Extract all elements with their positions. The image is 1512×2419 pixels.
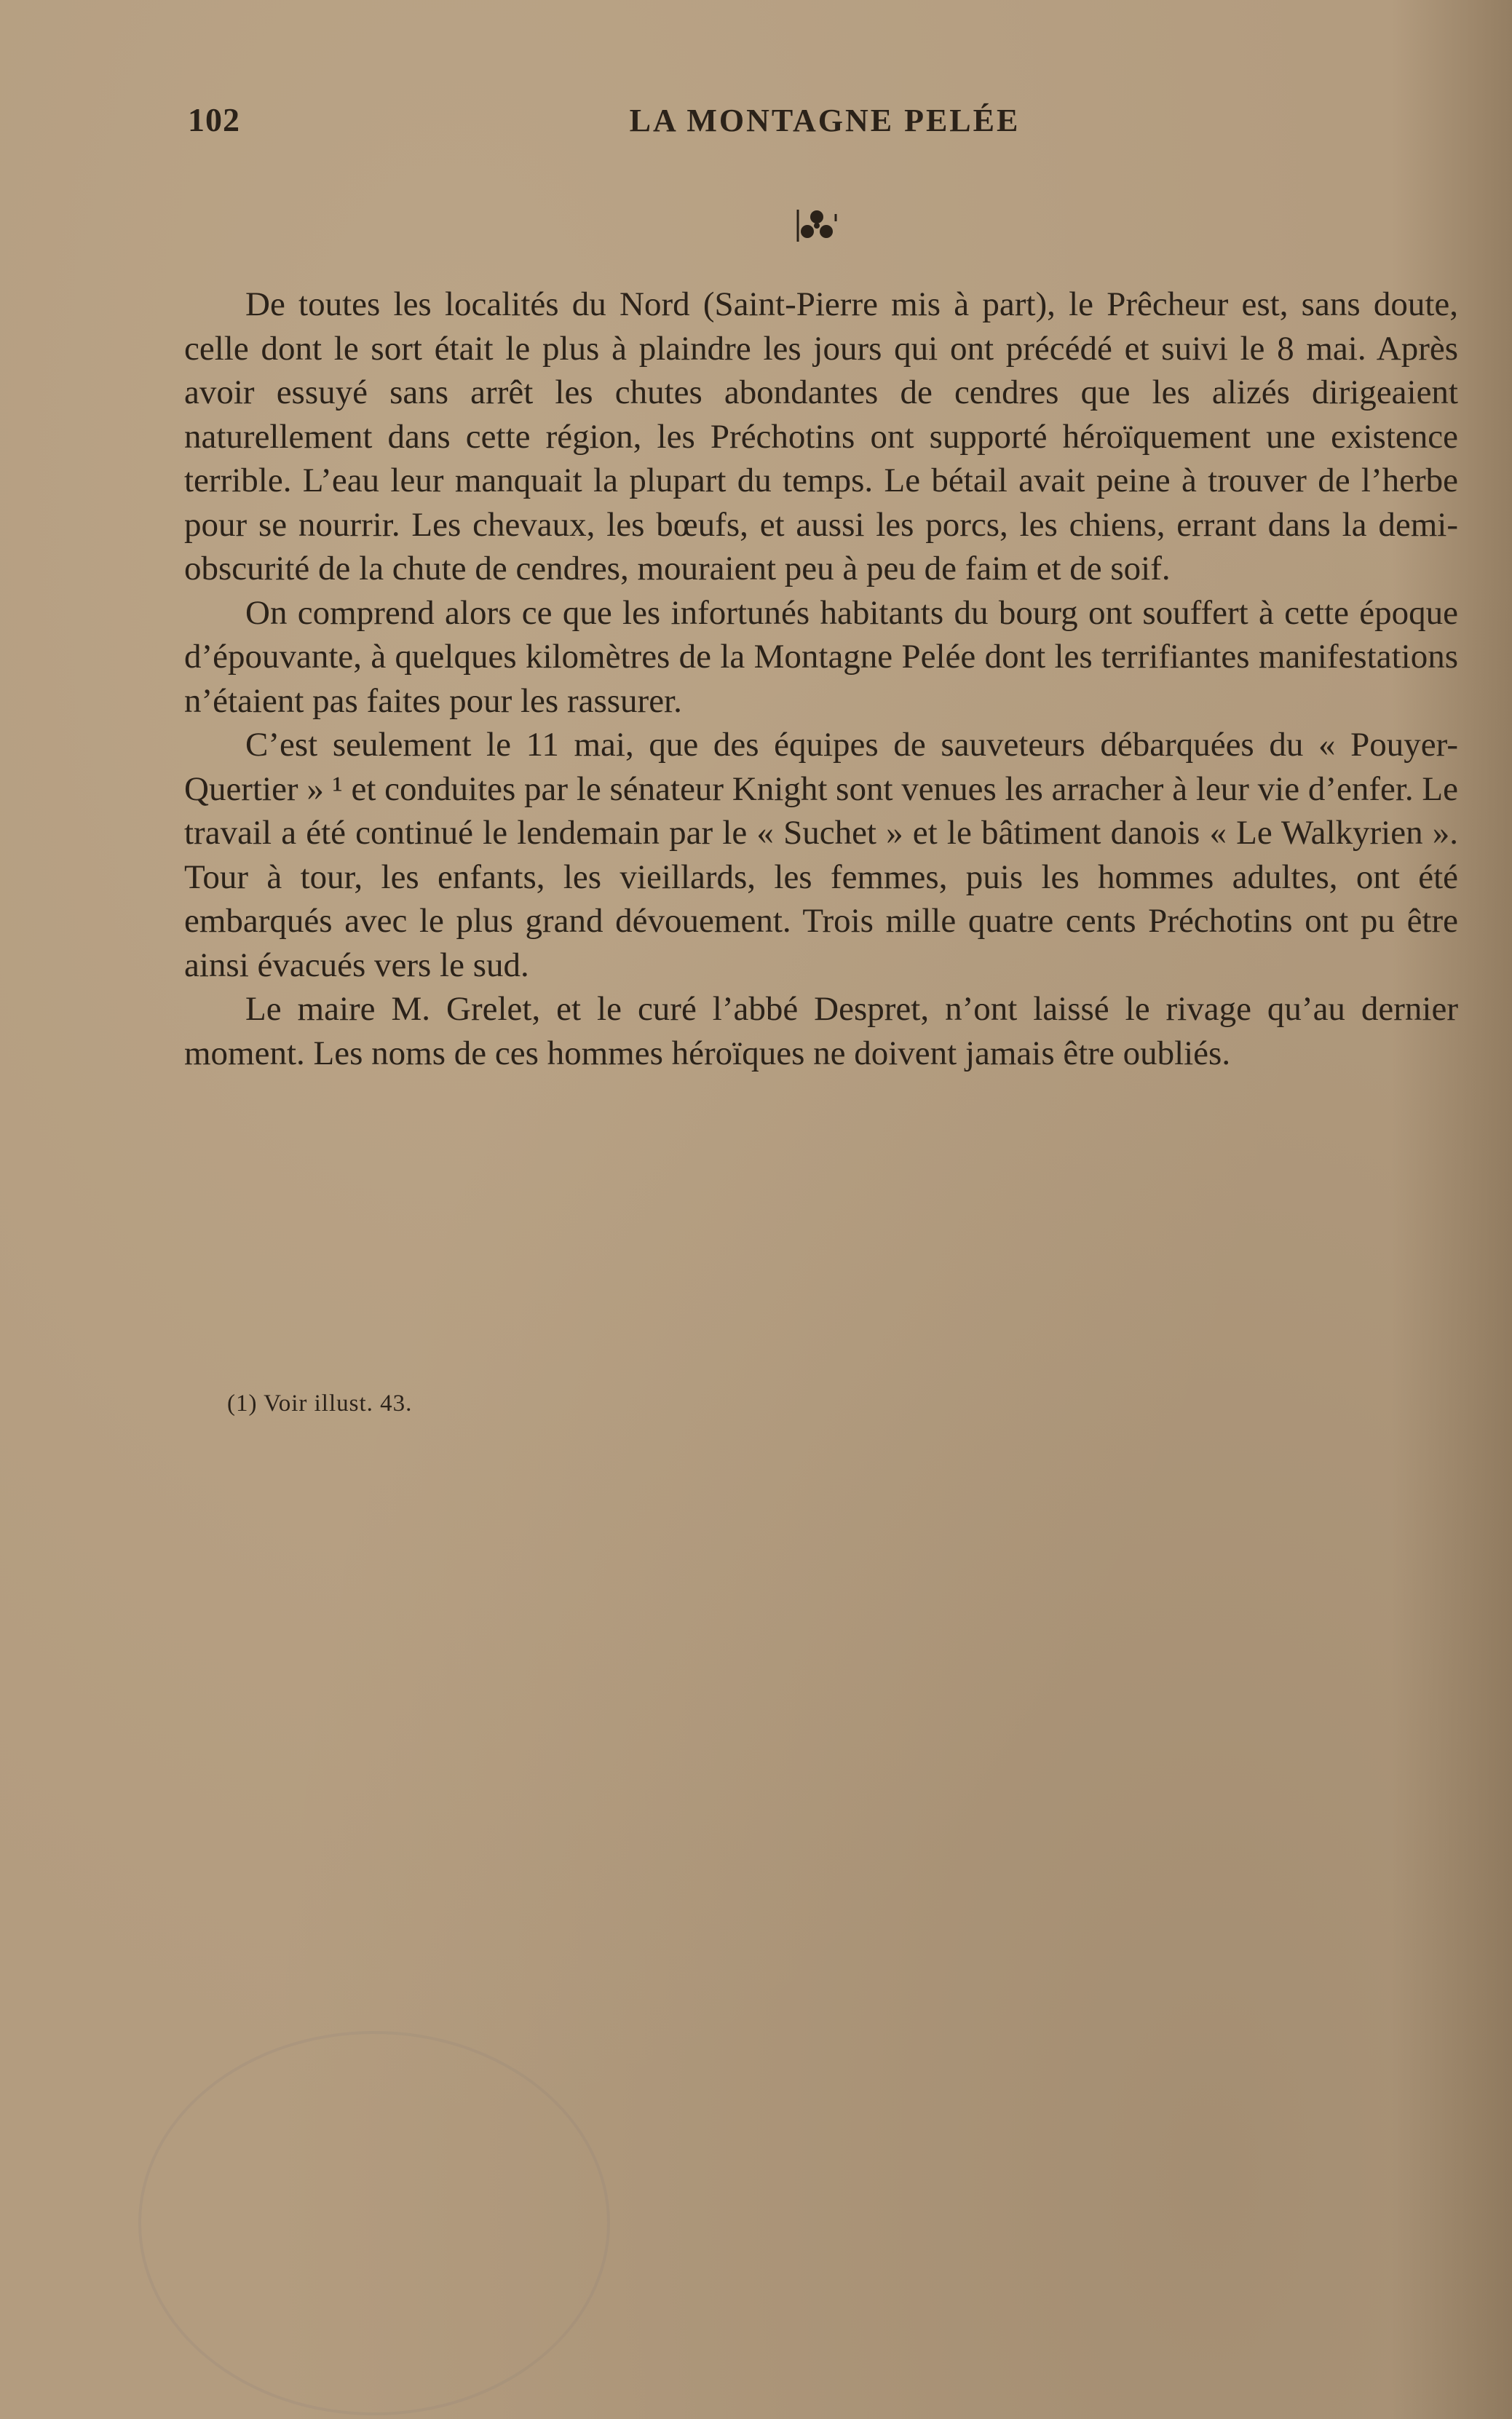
paragraph-4: Le maire M. Grelet, et le curé l’abbé Despret, n’ont laissé le rivage qu’au dernier moment. Les noms de ces hommes héroïques ne doivent jamais être oubliés.	[184, 990, 1458, 1072]
paragraph-1: De toutes les localités du Nord (Saint-Pierre mis à part), le Prêcheur est, sans doute, celle dont le sort était le plus à plaindre les jours qui ont précédé et suivi le 8 mai. Après avoir essuyé sans arrêt les chutes abondantes de cendres que les alizés dirigeaient naturellement dans cette région, les Préchotins ont supporté héroïquement une existence terrible. L’eau leur manquait la plupart du temps. Le bétail avait peine à trouver de l’herbe pour se nourrir. Les chevaux, les bœufs, et aussi les porcs, les chiens, errant dans la demi-obscurité de la chute de cendres, mouraient peu à peu de faim et de soif.	[184, 285, 1458, 587]
faded-library-stamp	[138, 2031, 610, 2415]
fleuron-ornament-icon	[795, 204, 839, 248]
paragraph-2: On comprend alors ce que les infortunés habitants du bourg ont souffert à cette époque d’épouvante, à quelques kilomètres de la Montagne Pelée dont les terrifiantes manifestations n’étaient pas faites pour les rassurer.	[184, 593, 1458, 720]
body-text	[184, 282, 1458, 1075]
footnote: (1) Voir illust. 43.	[227, 1390, 413, 1417]
running-title: LA MONTAGNE PELÉE	[629, 103, 1021, 138]
page-number: 102	[188, 101, 240, 138]
paragraph-3: C’est seulement le 11 mai, que des équipes de sauveteurs débarquées du « Pouyer-Quertier » ¹ et conduites par le sénateur Knight sont venues les arracher à leur vie d’enfer. Le travail a été continué le lendemain par le « Suchet » et le bâtiment danois « Le Walkyrien ». Tour à tour, les enfants, les vieillards, les femmes, puis les hommes adultes, ont été embarqués avec le plus grand dévouement. Trois mille quatre cents Préchotins ont pu être ainsi évacués vers le sud.	[184, 726, 1458, 984]
page-header	[188, 100, 1462, 144]
